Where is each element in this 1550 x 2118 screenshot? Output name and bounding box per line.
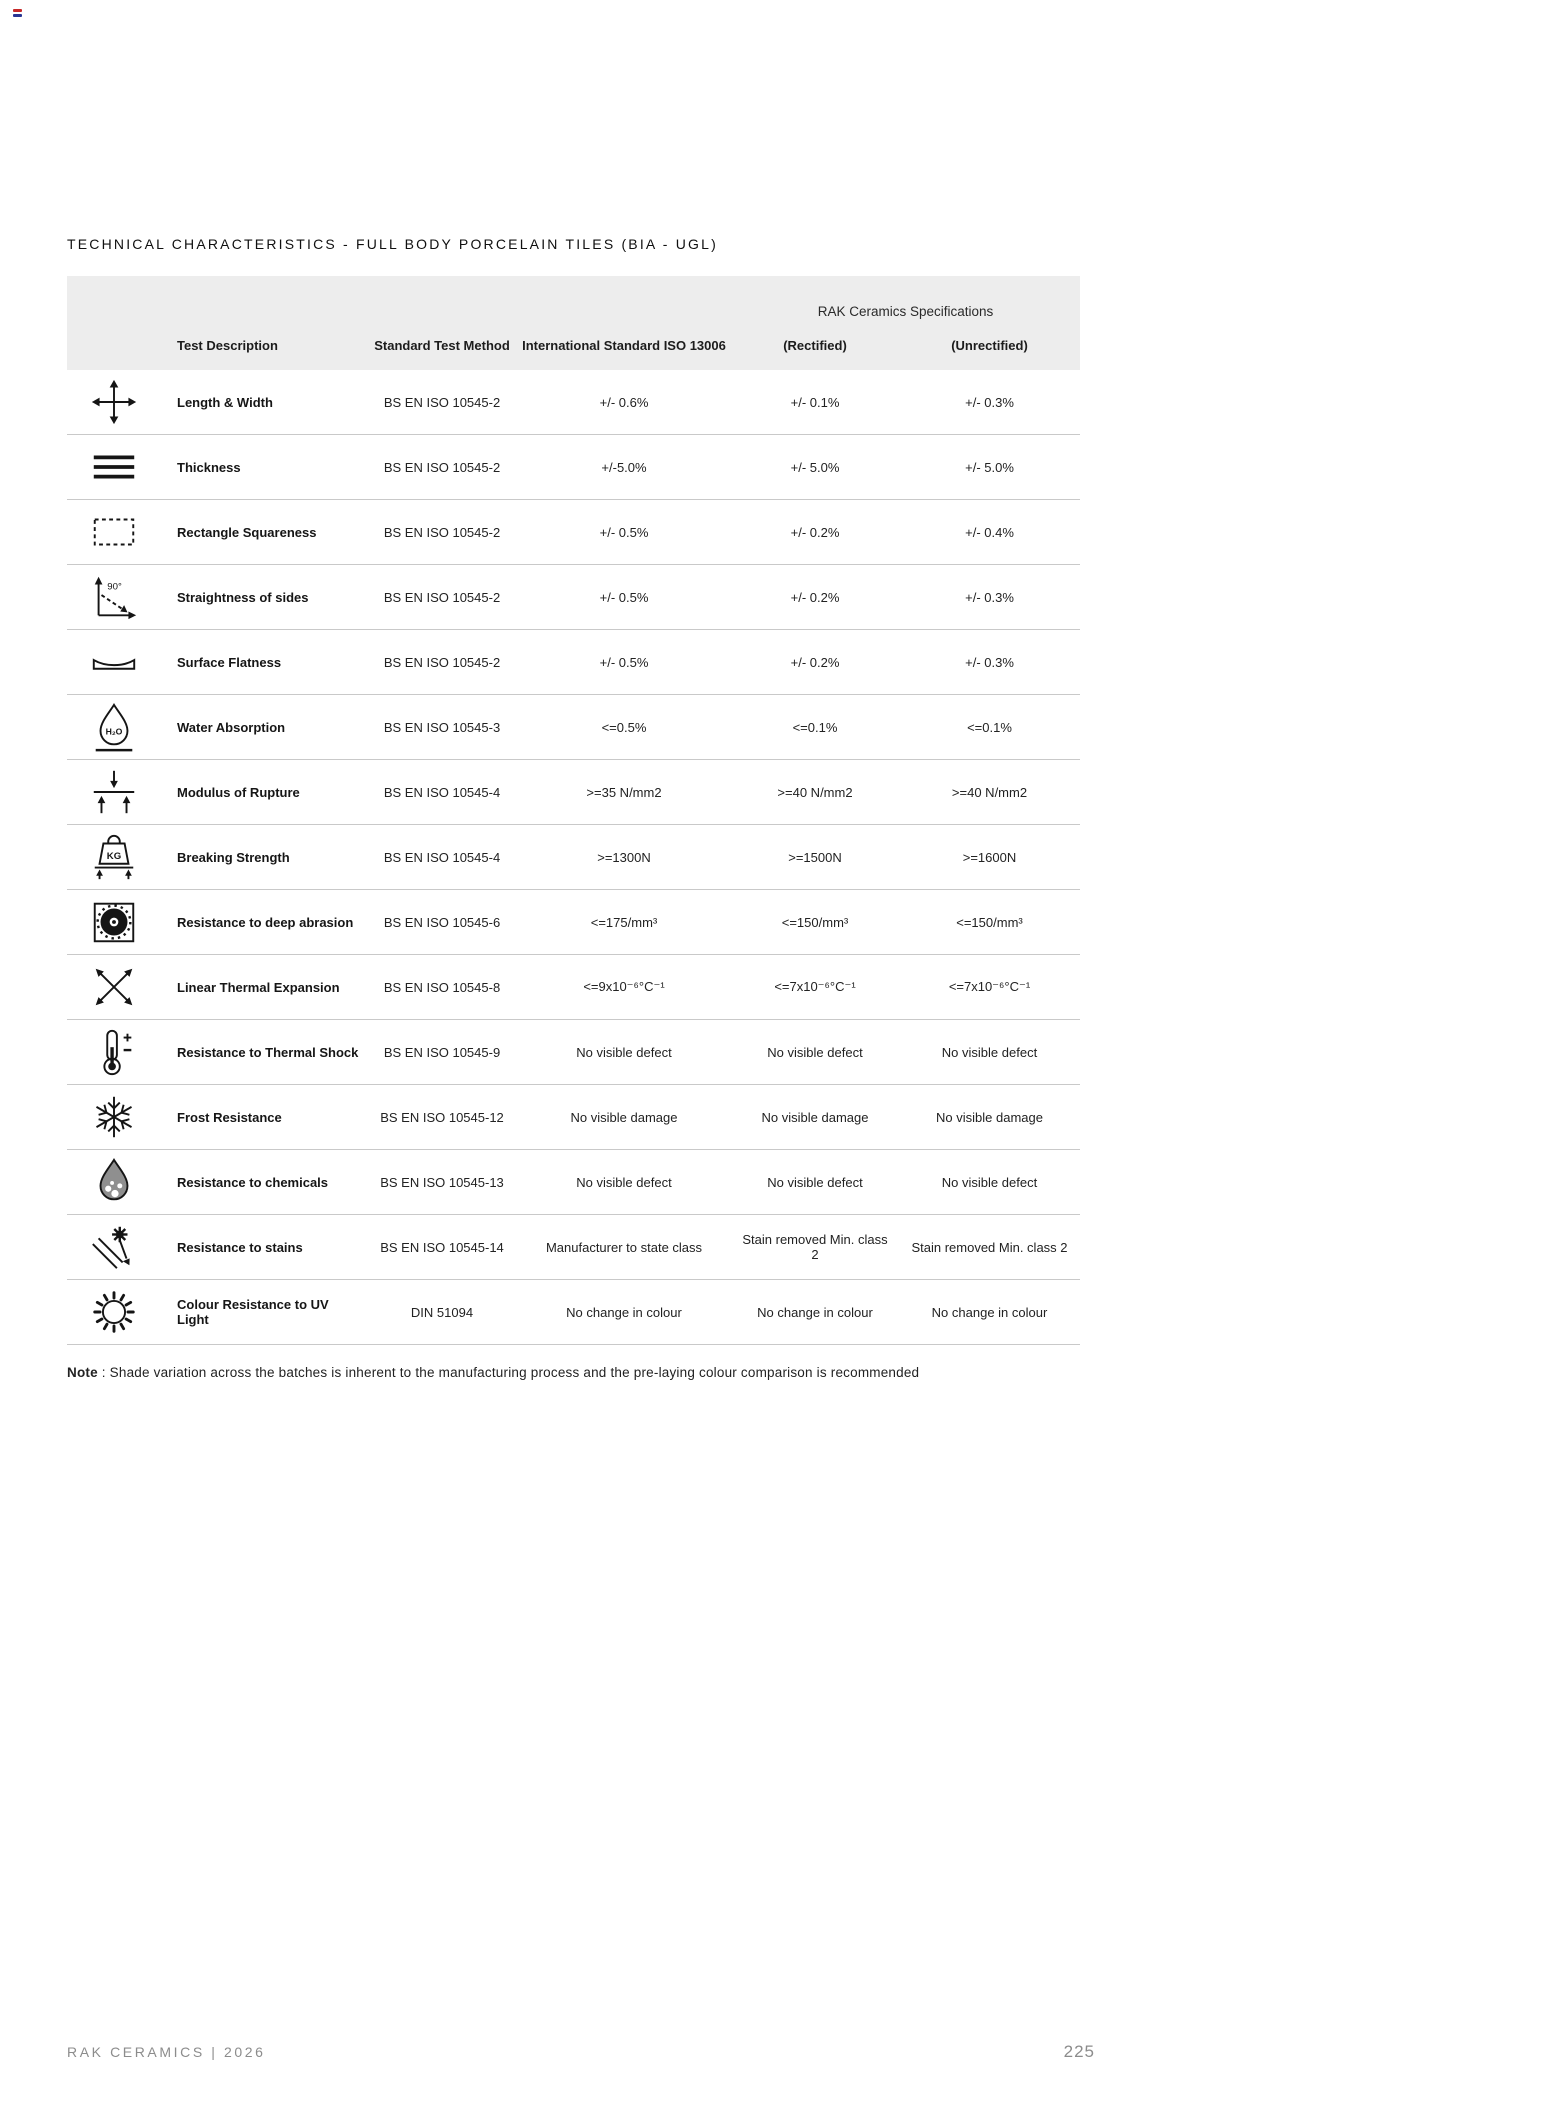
svg-text:H₂O: H₂O: [105, 726, 123, 737]
table-row: [67, 630, 1080, 695]
table-row: [67, 825, 1080, 890]
modulus-of-rupture-icon: [67, 762, 177, 822]
table-row: [67, 955, 1080, 1020]
iso-13006-value: <=0.5%: [601, 719, 647, 735]
uv-resistance-icon: [67, 1282, 177, 1342]
table-row: [67, 370, 1080, 435]
unrectified-value: No visible defect: [941, 1174, 1038, 1190]
unrectified-value: No change in colour: [931, 1304, 1048, 1320]
standard-test-method: BS EN ISO 10545-2: [383, 524, 501, 540]
standard-test-method: BS EN ISO 10545-14: [380, 1239, 504, 1255]
test-description: Resistance to Thermal Shock: [177, 1044, 359, 1060]
thickness-icon: [67, 437, 177, 497]
table-row: [67, 890, 1080, 955]
corner-logo-bar-blue: [13, 14, 22, 17]
test-description: Resistance to chemicals: [177, 1174, 329, 1190]
standard-test-method: BS EN ISO 10545-13: [380, 1174, 504, 1190]
iso-13006-value: +/-5.0%: [601, 459, 647, 475]
unrectified-value: Stain removed Min. class 2: [911, 1239, 1068, 1255]
unrectified-value: +/- 5.0%: [965, 459, 1014, 475]
unrectified-value: +/- 0.3%: [965, 394, 1014, 410]
thermal-expansion-icon: [67, 957, 177, 1017]
note-text: : Shade variation across the batches is inherent to the manufacturing process and the pre-laying colour comparison is recommended: [97, 1365, 920, 1380]
page-footer: [67, 2042, 1095, 2062]
unrectified-value: No visible damage: [936, 1109, 1043, 1125]
iso-13006-value: +/- 0.6%: [599, 394, 649, 410]
standard-test-method: DIN 51094: [410, 1304, 474, 1320]
test-description: Frost Resistance: [177, 1109, 282, 1125]
iso-13006-value: No visible damage: [570, 1109, 678, 1125]
column-header-standard-test-method: Standard Test Method: [374, 338, 510, 353]
iso-13006-value: No visible defect: [576, 1174, 672, 1190]
chemical-resistance-icon: [67, 1152, 177, 1212]
standard-test-method: BS EN ISO 10545-12: [380, 1109, 504, 1125]
test-description: Resistance to stains: [177, 1239, 303, 1255]
table-row: [67, 1215, 1080, 1280]
test-description: Length & Width: [177, 394, 273, 410]
test-description: Linear Thermal Expansion: [177, 979, 340, 995]
test-description: Breaking Strength: [177, 849, 290, 865]
standard-test-method: BS EN ISO 10545-2: [383, 459, 501, 475]
page-content: [67, 236, 1080, 1380]
standard-test-method: BS EN ISO 10545-9: [383, 1044, 501, 1060]
standard-test-method: BS EN ISO 10545-8: [383, 979, 501, 995]
test-description: Modulus of Rupture: [177, 784, 300, 800]
rectified-value: No change in colour: [757, 1304, 873, 1320]
test-description: Straightness of sides: [177, 589, 309, 605]
rectified-value: <=0.1%: [792, 719, 838, 735]
unrectified-value: +/- 0.3%: [965, 589, 1014, 605]
water-absorption-icon: [67, 697, 177, 757]
svg-text:KG: KG: [106, 850, 122, 862]
table-row: [67, 1150, 1080, 1215]
iso-13006-value: <=175/mm³: [590, 914, 658, 930]
unrectified-value: <=7x10⁻⁶°C⁻¹: [948, 979, 1031, 994]
standard-test-method: BS EN ISO 10545-4: [383, 849, 501, 865]
iso-13006-value: <=9x10⁻⁶°C⁻¹: [583, 979, 665, 994]
unrectified-value: <=0.1%: [967, 719, 1012, 735]
straightness-icon: [67, 567, 177, 627]
rectified-value: +/- 0.2%: [790, 589, 840, 605]
iso-13006-value: Manufacturer to state class: [545, 1239, 703, 1255]
unrectified-value: >=40 N/mm2: [951, 784, 1028, 800]
deep-abrasion-icon: [67, 892, 177, 952]
rectified-value: No visible defect: [767, 1174, 863, 1190]
column-header-rectified: (Rectified): [783, 338, 847, 353]
standard-test-method: BS EN ISO 10545-2: [383, 654, 501, 670]
unrectified-value: No visible defect: [941, 1044, 1038, 1060]
rectified-value: <=7x10⁻⁶°C⁻¹: [774, 979, 856, 994]
test-description: Resistance to deep abrasion: [177, 914, 354, 930]
group-header-rak-specifications: RAK Ceramics Specifications: [817, 303, 994, 319]
rectified-value: +/- 0.2%: [790, 654, 840, 670]
standard-test-method: BS EN ISO 10545-3: [383, 719, 501, 735]
iso-13006-value: +/- 0.5%: [599, 589, 649, 605]
iso-13006-value: No change in colour: [566, 1304, 682, 1320]
rectified-value: No visible damage: [761, 1109, 869, 1125]
test-description: Thickness: [177, 459, 241, 475]
rectified-value: +/- 0.2%: [790, 524, 840, 540]
test-description: Water Absorption: [177, 719, 286, 735]
table-header: [67, 276, 1080, 370]
note: [67, 1365, 1080, 1380]
column-header-test-description: Test Description: [177, 338, 278, 353]
page-title: TECHNICAL CHARACTERISTICS - FULL BODY PORCELAIN TILES (BIA - UGL): [67, 236, 718, 252]
unrectified-value: +/- 0.3%: [965, 654, 1014, 670]
rectified-value: >=1500N: [788, 849, 842, 865]
rectified-value: Stain removed Min. class 2: [742, 1232, 888, 1262]
page-number: 225: [1063, 2042, 1095, 2061]
iso-13006-value: >=35 N/mm2: [586, 784, 662, 800]
corner-logo-icon: [13, 9, 22, 17]
test-description: Rectangle Squareness: [177, 524, 317, 540]
length-width-icon: [67, 372, 177, 432]
svg-text:90°: 90°: [107, 581, 122, 593]
test-description: Colour Resistance to UV Light: [177, 1297, 329, 1327]
iso-13006-value: >=1300N: [597, 849, 651, 865]
table-body: [67, 370, 1080, 1345]
frost-resistance-icon: [67, 1087, 177, 1147]
footer-brand: RAK CERAMICS | 2026: [67, 2044, 266, 2060]
test-description: Surface Flatness: [177, 654, 282, 670]
column-header-unrectified: (Unrectified): [951, 338, 1028, 353]
breaking-strength-icon: [67, 827, 177, 887]
table-row: [67, 695, 1080, 760]
stain-resistance-icon: [67, 1217, 177, 1277]
rectified-value: +/- 5.0%: [790, 459, 840, 475]
iso-13006-value: No visible defect: [576, 1044, 672, 1060]
table-row: [67, 1085, 1080, 1150]
rectified-value: >=40 N/mm2: [777, 784, 853, 800]
standard-test-method: BS EN ISO 10545-2: [383, 394, 501, 410]
rectified-value: +/- 0.1%: [790, 394, 840, 410]
iso-13006-value: +/- 0.5%: [599, 654, 649, 670]
unrectified-value: >=1600N: [962, 849, 1017, 865]
surface-flatness-icon: [67, 632, 177, 692]
column-header-iso-13006: International Standard ISO 13006: [522, 338, 726, 353]
table-row: [67, 760, 1080, 825]
unrectified-value: +/- 0.4%: [965, 524, 1014, 540]
iso-13006-value: +/- 0.5%: [599, 524, 649, 540]
corner-logo-bar-red: [13, 9, 22, 12]
standard-test-method: BS EN ISO 10545-2: [383, 589, 501, 605]
technical-characteristics-table: [67, 276, 1080, 1345]
table-row: [67, 1280, 1080, 1345]
table-row: [67, 565, 1080, 630]
table-row: [67, 435, 1080, 500]
rectified-value: <=150/mm³: [781, 914, 849, 930]
standard-test-method: BS EN ISO 10545-4: [383, 784, 501, 800]
unrectified-value: <=150/mm³: [956, 914, 1023, 930]
standard-test-method: BS EN ISO 10545-6: [383, 914, 501, 930]
rectified-value: No visible defect: [767, 1044, 863, 1060]
note-label: Note: [67, 1365, 98, 1380]
table-row: [67, 1020, 1080, 1085]
table-row: [67, 500, 1080, 565]
rectangle-squareness-icon: [67, 502, 177, 562]
thermal-shock-icon: [67, 1022, 177, 1082]
